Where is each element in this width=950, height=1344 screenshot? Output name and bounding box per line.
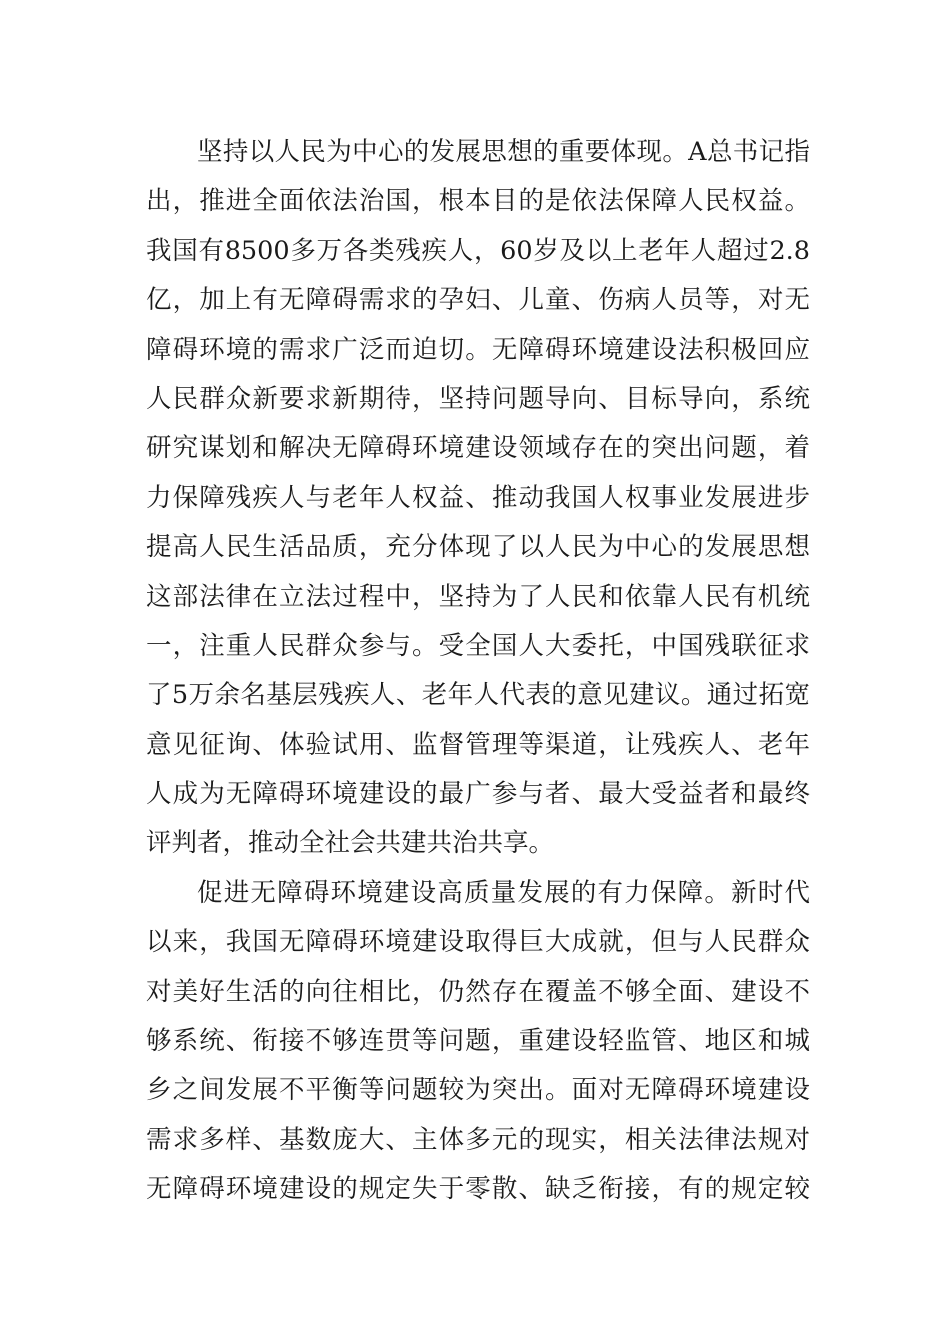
text-line: 坚持以人民为中心的发展思想的重要体现。A总书记指: [197, 137, 810, 167]
text-line: 人成为无障碍环境建设的最广参与者、最大受益者和最终: [146, 779, 810, 810]
text-line: 一，注重人民群众参与。受全国人大委托，中国残联征求: [146, 630, 810, 661]
paragraph-2: [146, 869, 810, 1215]
text-line: 亿，加上有无障碍需求的孕妇、儿童、伤病人员等，对无: [146, 285, 810, 316]
text-line: 评判者，推动全社会共建共治共享。: [146, 828, 555, 859]
text-line: 研究谋划和解决无障碍环境建设领域存在的突出问题，着: [146, 433, 810, 464]
text-line: 力保障残疾人与老年人权益、推动我国人权事业发展进步: [146, 482, 810, 513]
paragraph-1: [146, 128, 810, 869]
text-line: 我国有8500多万各类残疾人，60岁及以上老年人超过2.8: [146, 235, 810, 266]
text-line: 无障碍环境建设的规定失于零散、缺乏衔接，有的规定较: [146, 1174, 810, 1205]
text-line: 这部法律在立法过程中，坚持为了人民和依靠人民有机统: [146, 581, 810, 612]
document-body: [146, 128, 810, 1215]
text-line: 障碍环境的需求广泛而迫切。无障碍环境建设法积极回应: [146, 334, 810, 365]
text-line: 意见征询、体验试用、监督管理等渠道，让残疾人、老年: [146, 729, 810, 760]
text-line: 出，推进全面依法治国，根本目的是依法保障人民权益。: [146, 186, 810, 217]
text-line: 人民群众新要求新期待，坚持问题导向、目标导向，系统: [146, 383, 810, 414]
text-line: 促进无障碍环境建设高质量发展的有力保障。新时代: [197, 877, 810, 908]
text-line: 了5万余名基层残疾人、老年人代表的意见建议。通过拓宽: [146, 680, 810, 711]
text-line: 对美好生活的向往相比，仍然存在覆盖不够全面、建设不: [146, 976, 810, 1007]
text-line: 需求多样、基数庞大、主体多元的现实，相关法律法规对: [146, 1124, 810, 1155]
text-line: 以来，我国无障碍环境建设取得巨大成就，但与人民群众: [146, 927, 810, 958]
text-line: 提高人民生活品质，充分体现了以人民为中心的发展思想: [146, 532, 810, 563]
text-line: 够系统、衔接不够连贯等问题，重建设轻监管、地区和城: [146, 1026, 810, 1057]
text-line: 乡之间发展不平衡等问题较为突出。面对无障碍环境建设: [146, 1075, 810, 1106]
